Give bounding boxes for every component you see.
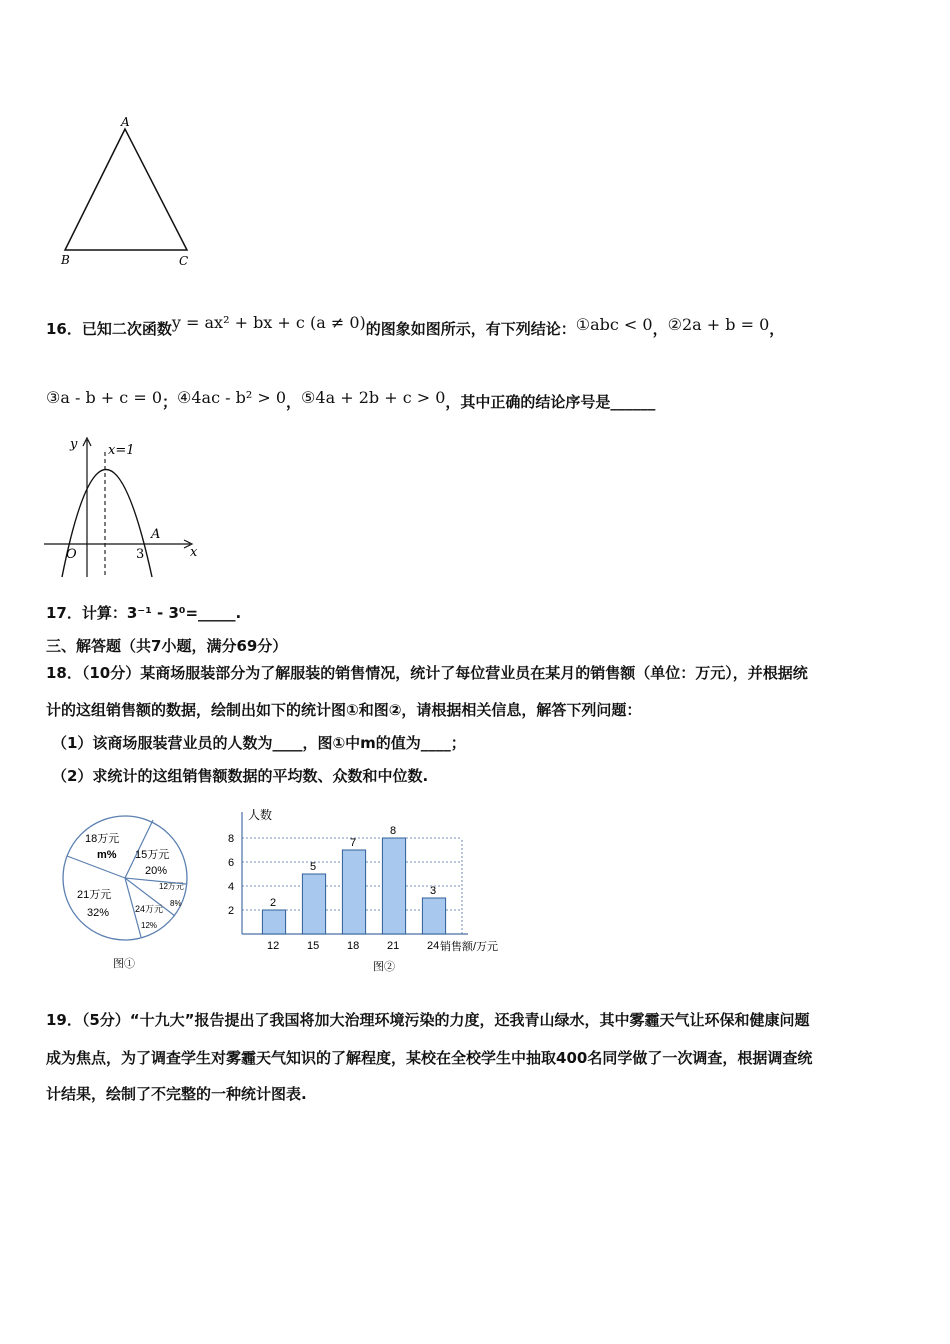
q16-conclusion-1: ①abc < 0 [575, 315, 653, 334]
triangle-abc [65, 129, 187, 250]
bar-chart [218, 800, 518, 975]
q17-text: 计算：3⁻¹ - 3⁰=_____. [81, 604, 242, 622]
q16-line2 [46, 388, 656, 412]
bar-chart-ytick-label: 4 [228, 881, 235, 893]
pie-slice-label-15: 15万元 [135, 849, 170, 861]
q16-after-function: 的图象如图所示，有下列结论： [365, 320, 576, 338]
bar-value-label: 2 [270, 897, 277, 909]
triangle-figure [55, 112, 205, 272]
pie-chart [55, 812, 215, 974]
bar-category-label: 21 [387, 940, 400, 952]
tick-3-label: 3 [136, 547, 145, 562]
bar-category-label: 12 [267, 940, 280, 952]
bar-value-label: 3 [430, 885, 437, 897]
q16-number: 16． [46, 320, 82, 338]
bar-21 [382, 838, 405, 934]
pie-slice-label-24: 24万元 [135, 904, 164, 914]
bar-value-label: 8 [390, 825, 397, 837]
pie-slice-pct-12: 8% [170, 899, 182, 908]
y-axis-label: y [70, 437, 78, 452]
q16-function: y = ax² + bx + c (a ≠ 0) [171, 313, 366, 332]
q16-line1 [46, 313, 785, 339]
symmetry-label: x=1 [108, 443, 135, 458]
q18-part2: （2）求统计的这组销售额数据的平均数、众数和中位数. [52, 767, 429, 785]
bar-category-label: 24 [427, 940, 440, 952]
section3-title: 三、解答题（共7小题，满分69分） [46, 637, 288, 655]
q16-sep1: ， [652, 320, 668, 338]
vertex-c-label: C [179, 254, 189, 268]
pie-slice-label-12: 12万元 [159, 882, 184, 891]
bar-value-label: 5 [310, 861, 317, 873]
pie-slice-pct-18: m% [97, 849, 117, 861]
q16-conclusion-3: ③a - b + c = 0 [46, 388, 162, 407]
pie-slice-label-21: 21万元 [77, 889, 112, 901]
vertex-a-label: A [121, 115, 130, 129]
q17-line [46, 603, 241, 623]
q18-part1: （1）该商场服装营业员的人数为____，图①中m的值为____； [52, 734, 466, 752]
bar-15 [302, 874, 325, 934]
q17-number: 17． [46, 604, 82, 622]
q16-sep4: ， [286, 393, 302, 411]
q19-line2: 成为焦点，为了调查学生对雾霾天气知识的了解程度，某校在全校学生中抽取400名同学做了一次调查，根据调查统 [46, 1049, 813, 1067]
x-axis-label: x [190, 545, 198, 560]
bar-chart-caption: 图② [373, 961, 395, 973]
bar-chart-xlabel: 销售额/万元 [440, 941, 499, 953]
q16-conclusion-5: ⑤4a + 2b + c > 0 [301, 388, 446, 407]
bar-category-label: 15 [307, 940, 320, 952]
q16-conclusion-2: ②2a + b = 0 [667, 315, 770, 334]
pie-slice-pct-15: 20% [145, 865, 168, 877]
parabola-graph [40, 432, 210, 582]
bar-18 [342, 850, 365, 934]
bar-chart-ytick-label: 2 [228, 905, 235, 917]
bar-value-label: 7 [350, 837, 357, 849]
pie-slice-pct-21: 32% [87, 907, 110, 919]
pie-slice-label-18: 18万元 [85, 833, 120, 845]
bar-12 [262, 910, 285, 934]
bar-chart-ytick-label: 8 [228, 833, 235, 845]
bar-chart-ytick-label: 6 [228, 857, 235, 869]
bar-24 [422, 898, 445, 934]
point-a-label: A [151, 527, 161, 542]
q16-ask: ，其中正确的结论序号是______ [445, 393, 656, 411]
q16-sep2: ， [769, 320, 785, 338]
bar-chart-ylabel: 人数 [248, 808, 273, 822]
q19-line1: 19．（5分）“十九大”报告提出了我国将加大治理环境污染的力度，还我青山绿水，其中雾霾天气让环保和健康问题 [46, 1011, 810, 1029]
pie-slice-pct-24: 12% [141, 921, 158, 930]
q18-line1: 18．（10分）某商场服装部分为了解服装的销售情况，统计了每位营业员在某月的销售额（单位：万元），并根据统 [46, 664, 808, 682]
pie-caption: 图① [113, 958, 135, 970]
q19-line3: 计结果，绘制了不完整的一种统计图表. [46, 1085, 307, 1103]
q16-conclusion-4: ④4ac - b² > 0 [177, 388, 287, 407]
q16-intro: 已知二次函数 [81, 320, 172, 338]
bar-category-label: 18 [347, 940, 360, 952]
origin-label: O [66, 547, 77, 562]
q16-sep3: ； [162, 393, 178, 411]
vertex-b-label: B [61, 253, 70, 267]
q18-line2: 计的这组销售额的数据，绘制出如下的统计图①和图②，请根据相关信息，解答下列问题： [46, 701, 642, 719]
